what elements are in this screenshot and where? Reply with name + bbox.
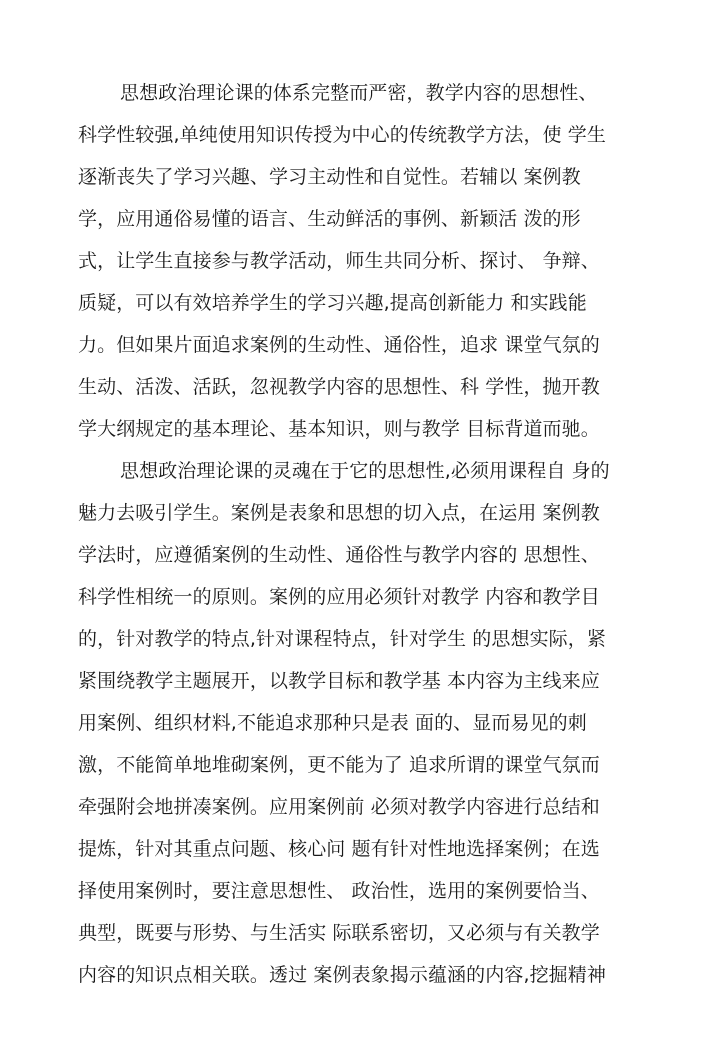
paragraph-1-line-5: 式，让学生直接参与教学活动，师生共同分析、探讨、 争辩、 <box>78 250 600 272</box>
paragraph-2-line-6: 紧围绕教学主题展开，以教学目标和教学基 本内容为主线来应 <box>78 670 600 692</box>
paragraph-1-line-8: 生动、活泼、活跃，忽视教学内容的思想性、科 学性，抛开教 <box>78 376 600 398</box>
paragraph-1-line-9: 学大纲规定的基本理论、基本知识，则与教学 目标背道而驰。 <box>78 418 600 440</box>
paragraph-2-line-5: 的，针对教学的特点,针对课程特点，针对学生 的思想实际，紧 <box>78 628 606 650</box>
paragraph-2-line-12: 典型，既要与形势、与生活实 际联系密切，又必须与有关教学 <box>78 922 600 944</box>
paragraph-1-line-4: 学，应用通俗易懂的语言、生动鲜活的事例、新颖活 泼的形 <box>78 208 581 230</box>
paragraph-2-line-1: 思想政治理论课的灵魂在于它的思想性,必须用课程自 身的 <box>120 460 610 482</box>
paragraph-2-line-2: 魅力去吸引学生。案例是表象和思想的切入点，在运用 案例教 <box>78 502 600 524</box>
paragraph-2-line-4: 科学性相统一的原则。案例的应用必须针对教学 内容和教学目 <box>78 586 600 608</box>
paragraph-1-line-7: 力。但如果片面追求案例的生动性、通俗性，追求 课堂气氛的 <box>78 334 600 356</box>
paragraph-2-line-10: 提炼，针对其重点问题、核心问 题有针对性地选择案例；在选 <box>78 838 600 860</box>
paragraph-1-line-1: 思想政治理论课的体系完整而严密，教学内容的思想性、 <box>120 82 598 104</box>
paragraph-2-line-11: 择使用案例时，要注意思想性、 政治性，选用的案例要恰当、 <box>78 880 600 902</box>
paragraph-2-line-9: 牵强附会地拼凑案例。应用案例前 必须对教学内容进行总结和 <box>78 796 600 818</box>
paragraph-2-line-3: 学法时，应遵循案例的生动性、通俗性与教学内容的 思想性、 <box>78 544 600 566</box>
paragraph-1-line-3: 逐渐丧失了学习兴趣、学习主动性和自觉性。若辅以 案例教 <box>78 166 581 188</box>
paragraph-1-line-2: 科学性较强,单纯使用知识传授为中心的传统教学方法，使 学生 <box>78 124 606 146</box>
paragraph-2-line-7: 用案例、组织材料,不能追求那种只是表 面的、显而易见的刺 <box>78 712 587 734</box>
paragraph-2-line-8: 激，不能简单地堆砌案例，更不能为了 追求所谓的课堂气氛而 <box>78 754 600 776</box>
paragraph-1-line-6: 质疑，可以有效培养学生的学习兴趣,提高创新能力 和实践能 <box>78 292 587 314</box>
paragraph-2-line-13: 内容的知识点相关联。透过 案例表象揭示蕴涵的内容,挖掘精神 <box>78 964 606 986</box>
